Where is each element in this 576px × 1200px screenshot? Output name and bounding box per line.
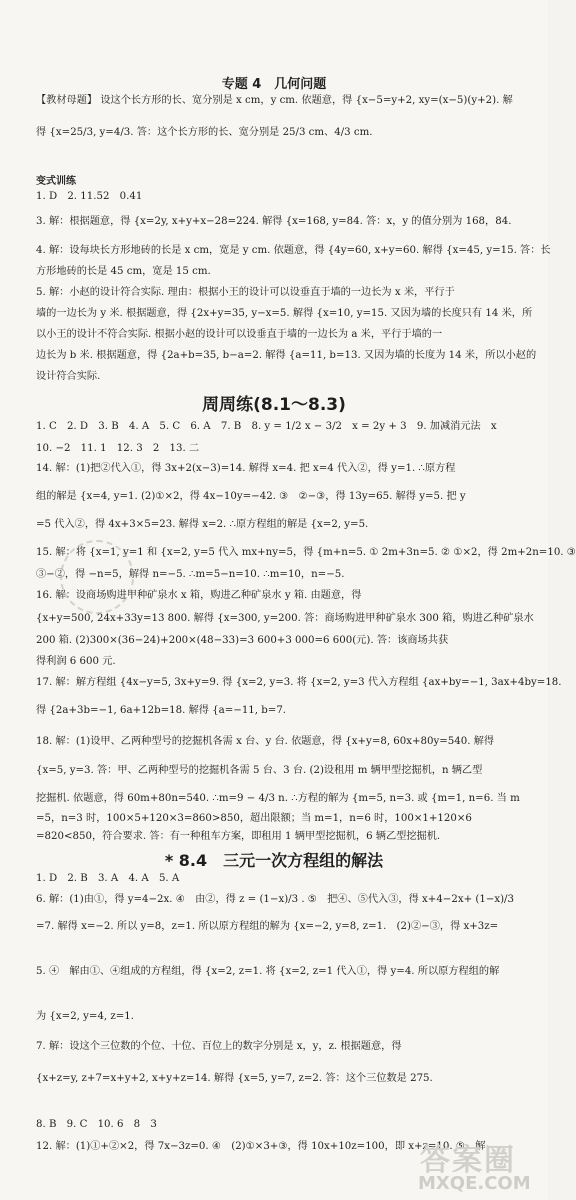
- text-line: 1. D 2. 11.52 0.41: [36, 191, 143, 202]
- text-line: 200 箱. (2)300×(36−24)+200×(48−33)=3 600+3 000=6 600(元). 答：该商场共获: [36, 635, 449, 646]
- text-line: 边长为 b 米. 根据题意，得 {2a+b=35, b−a=2. 解得 {a=11, b=13. 又因为墙的长度为 14 米，所以小赵的: [36, 350, 537, 361]
- text-line: 以小王的设计不符合实际. 根据小赵的设计可以设垂直于墙的一边长为 a 米，平行于墙的一: [36, 329, 443, 340]
- text-line: 18. 解：(1)设甲、乙两种型号的挖掘机各需 x 台、y 台. 依题意，得 {x+y=8, 60x+80y=540. 解得: [36, 736, 495, 747]
- text-line: 得 {2a+3b=−1, 6a+12b=18. 解得 {a=−11, b=7.: [36, 705, 287, 716]
- text-line: =5 代入②，得 4x+3×5=23. 解得 x=2. ∴原方程组的解是 {x=2, y=5.: [36, 519, 369, 530]
- text-line: =7. 解得 x=−2. 所以 y=8，z=1. 所以原方程组的解为 {x=−2, y=8, z=1. (2)②−③，得 x+3z=: [36, 921, 499, 932]
- faint-stamp-mark: [60, 540, 134, 614]
- text-line: 12. 解：(1)①+②×2，得 7x−3z=0. ④ (2)①×3+③，得 10x+10z=100，即 x+z=10. ⑤ 解: [36, 1141, 486, 1152]
- text-line: 为 {x=2, y=4, z=1.: [36, 1011, 135, 1022]
- subheading-line: 变式训练: [36, 176, 76, 187]
- topic-heading: 专题 4 几何问题: [221, 77, 327, 92]
- section-heading: * 8.4 三元一次方程组的解法: [164, 851, 384, 870]
- text-line: 挖掘机. 依题意，得 60m+80n=540. ∴m=9 − 4/3 n. ∴方程的解为 {m=5, n=3. 或 {m=1, n=6. 当 m: [36, 793, 520, 804]
- text-line: 得 {x=25/3, y=4/3. 答：这个长方形的长、宽分别是 25/3 cm、4/3 cm.: [36, 127, 373, 138]
- watermark-logo: [400, 1135, 540, 1195]
- text-line: 墙的一边长为 y 米. 根据题意，得 {2x+y=35, y−x=5. 解得 {x=10, y=15. 又因为墙的长度只有 14 米，所: [36, 308, 533, 319]
- text-line: 10. −2 11. 1 12. 3 2 13. 二: [36, 443, 200, 454]
- text-line: 17. 解：解方程组 {4x−y=5, 3x+y=9. 得 {x=2, y=3. 将 {x=2, y=3 代入方程组 {ax+by=−1, 3ax+4by=18.: [36, 677, 562, 688]
- watermark-site-text: MXQE.COM: [418, 1173, 531, 1194]
- text-line: 【教材母题】 设这个长方形的长、宽分别是 x cm，y cm. 依题意，得 {x−5=y+2, xy=(x−5)(y+2). 解: [36, 95, 513, 106]
- text-line: 1. D 2. B 3. A 4. A 5. A: [36, 873, 180, 884]
- text-line: 方形地砖的长是 45 cm，宽是 15 cm.: [36, 266, 211, 277]
- text-line: 设计符合实际.: [36, 371, 101, 382]
- text-line: 15. 解：将 {x=1, y=1 和 {x=2, y=5 代入 mx+ny=5，得 {m+n=5. ① 2m+3n=5. ② ①×2，得 2m+2n=10. ③: [36, 547, 576, 558]
- text-line: 得利润 6 600 元.: [36, 656, 116, 667]
- text-line: 6. 解：(1)由①，得 y=4−2x. ④ 由②，得 z = (1−x)/3 . ⑤ 把④、⑤代入③，得 x+4−2x+ (1−x)/3: [36, 894, 514, 905]
- text-line: 8. B 9. C 10. 6 8 3: [36, 1119, 157, 1130]
- text-line: 16. 解：设商场购进甲种矿泉水 x 箱，购进乙种矿泉水 y 箱. 由题意，得: [36, 590, 362, 601]
- text-line: 7. 解：设这个三位数的个位、十位、百位上的数字分别是 x，y，z. 根据题意，得: [36, 1041, 402, 1052]
- text-line: {x=5, y=3. 答：甲、乙两种型号的挖掘机各需 5 台、3 台. (2)设租用 m 辆甲型挖掘机，n 辆乙型: [36, 765, 483, 776]
- text-line: =820<850，符合要求. 答：有一种租车方案，即租用 1 辆甲型挖掘机，6 辆乙型挖掘机.: [36, 831, 441, 842]
- text-line: 14. 解：(1)把②代入①，得 3x+2(x−3)=14. 解得 x=4. 把 x=4 代入②，得 y=1. ∴原方程: [36, 463, 456, 474]
- text-line: 4. 解：设每块长方形地砖的长是 x cm，宽是 y cm. 依题意，得 {4y=60, x+y=60. 解得 {x=45, y=15. 答：长: [36, 245, 551, 256]
- text-line: 5. ④ 解由①、④组成的方程组，得 {x=2, z=1. 将 {x=2, z=1 代入①，得 y=4. 所以原方程组的解: [36, 966, 500, 977]
- weekly-practice-heading: 周周练(8.1～8.3): [202, 395, 346, 415]
- text-line: 5. 解：小赵的设计符合实际. 理由：根据小王的设计可以设垂直于墙的一边长为 x 米，平行于: [36, 287, 455, 298]
- watermark-logo-text: 答案圈: [420, 1143, 516, 1178]
- text-line: {x+z=y, z+7=x+y+2, x+y+z=14. 解得 {x=5, y=7, z=2. 答：这个三位数是 275.: [36, 1073, 433, 1084]
- text-line: 组的解是 {x=4, y=1. (2)①×2，得 4x−10y=−42. ③ ②−③，得 13y=65. 解得 y=5. 把 y: [36, 491, 466, 502]
- text-line: 1. C 2. D 3. B 4. A 5. C 6. A 7. B 8. y = 1/2 x − 3/2 x = 2y + 3 9. 加减消元法 x: [36, 421, 497, 432]
- text-line: {x+y=500, 24x+33y=13 800. 解得 {x=300, y=200. 答：商场购进甲种矿泉水 300 箱，购进乙种矿泉水: [36, 613, 534, 624]
- text-line: =5，n=3 时，100×5+120×3=860>850，超出限额；当 m=1，n=6 时，100×1+120×6: [36, 813, 472, 824]
- text-line: 3. 解：根据题意，得 {x=2y, x+y+x−28=224. 解得 {x=168, y=84. 答：x，y 的值分别为 168，84.: [36, 216, 512, 227]
- text-line: ③−②，得 −n=5，解得 n=−5. ∴m=5−n=10. ∴m=10，n=−5.: [36, 569, 345, 580]
